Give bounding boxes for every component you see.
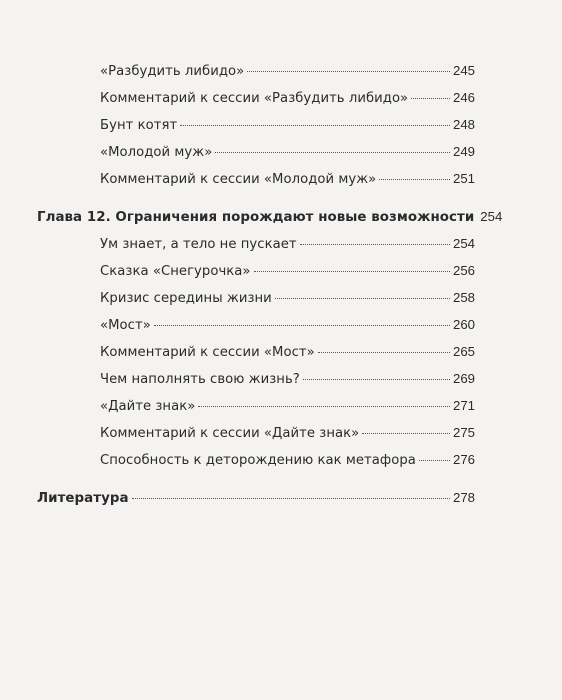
- toc-entry-page: 260: [452, 317, 475, 332]
- toc-entry-title: «Мост»: [100, 318, 151, 333]
- toc-entry-page: 269: [452, 371, 475, 386]
- toc-entry-title: Комментарий к сессии «Мост»: [100, 345, 315, 360]
- toc-chapter-heading: [37, 490, 475, 510]
- toc-entry-page: 275: [452, 425, 475, 440]
- dot-leader: [419, 460, 450, 461]
- toc-entry-page: 245: [452, 63, 475, 78]
- toc-entry-title: Комментарий к сессии «Дайте знак»: [100, 426, 360, 441]
- toc-entry-page: 265: [452, 344, 475, 359]
- toc-entry: [100, 452, 475, 472]
- toc-chapter-heading: [37, 209, 503, 229]
- dot-leader: [362, 433, 450, 434]
- dot-leader: [180, 125, 450, 126]
- dot-leader: [198, 406, 450, 407]
- toc-entry: [100, 63, 475, 83]
- toc-entry-page: 278: [452, 490, 475, 505]
- dot-leader: [318, 352, 450, 353]
- toc-entry-page: 249: [452, 144, 475, 159]
- toc-entry-title: «Дайте знак»: [100, 399, 196, 414]
- dot-leader: [379, 179, 450, 180]
- dot-leader: [247, 71, 450, 72]
- toc-entry: [100, 317, 475, 337]
- toc-entry: [100, 371, 475, 391]
- toc-entry: [100, 90, 475, 110]
- dot-leader: [215, 152, 450, 153]
- toc-entry-page: 256: [452, 263, 475, 278]
- toc-entry: [100, 171, 475, 191]
- toc-entry-title: Глава 12. Ограничения порождают новые возможности: [37, 210, 475, 225]
- dot-leader: [154, 325, 450, 326]
- toc-entry: [100, 263, 475, 283]
- toc-entry-title: Комментарий к сессии «Молодой муж»: [100, 172, 377, 187]
- toc-entry-title: Ум знает, а тело не пускает: [100, 237, 297, 252]
- toc-entry: [100, 236, 475, 256]
- toc-entry: [100, 425, 475, 445]
- toc-entry-page: 246: [452, 90, 475, 105]
- toc-entry-page: 251: [452, 171, 475, 186]
- toc-entry-title: Сказка «Снегурочка»: [100, 264, 251, 279]
- toc-entry-title: Литература: [37, 491, 129, 506]
- dot-leader: [132, 498, 450, 499]
- toc-entry: [100, 290, 475, 310]
- toc-entry-page: 276: [452, 452, 475, 467]
- dot-leader: [254, 271, 450, 272]
- toc-entry-page: 271: [452, 398, 475, 413]
- dot-leader: [411, 98, 450, 99]
- toc-entry: [100, 117, 475, 137]
- toc-entry-page: 254: [480, 209, 503, 224]
- toc-entry-title: Способность к деторождению как метафора: [100, 453, 416, 468]
- toc-entry: [100, 344, 475, 364]
- toc-entry-title: Чем наполнять свою жизнь?: [100, 372, 300, 387]
- toc-entry-title: Комментарий к сессии «Разбудить либидо»: [100, 91, 409, 106]
- dot-leader: [303, 379, 450, 380]
- toc-entry-page: 258: [452, 290, 475, 305]
- toc-entry-title: Кризис середины жизни: [100, 291, 272, 306]
- toc-entry-page: 248: [452, 117, 475, 132]
- toc-entry-title: «Молодой муж»: [100, 145, 213, 160]
- toc-entry: [100, 398, 475, 418]
- toc-entry-page: 254: [452, 236, 475, 251]
- toc-entry-title: Бунт котят: [100, 118, 178, 133]
- toc-entry-title: «Разбудить либидо»: [100, 64, 245, 79]
- toc-entry: [100, 144, 475, 164]
- dot-leader: [300, 244, 450, 245]
- dot-leader: [275, 298, 450, 299]
